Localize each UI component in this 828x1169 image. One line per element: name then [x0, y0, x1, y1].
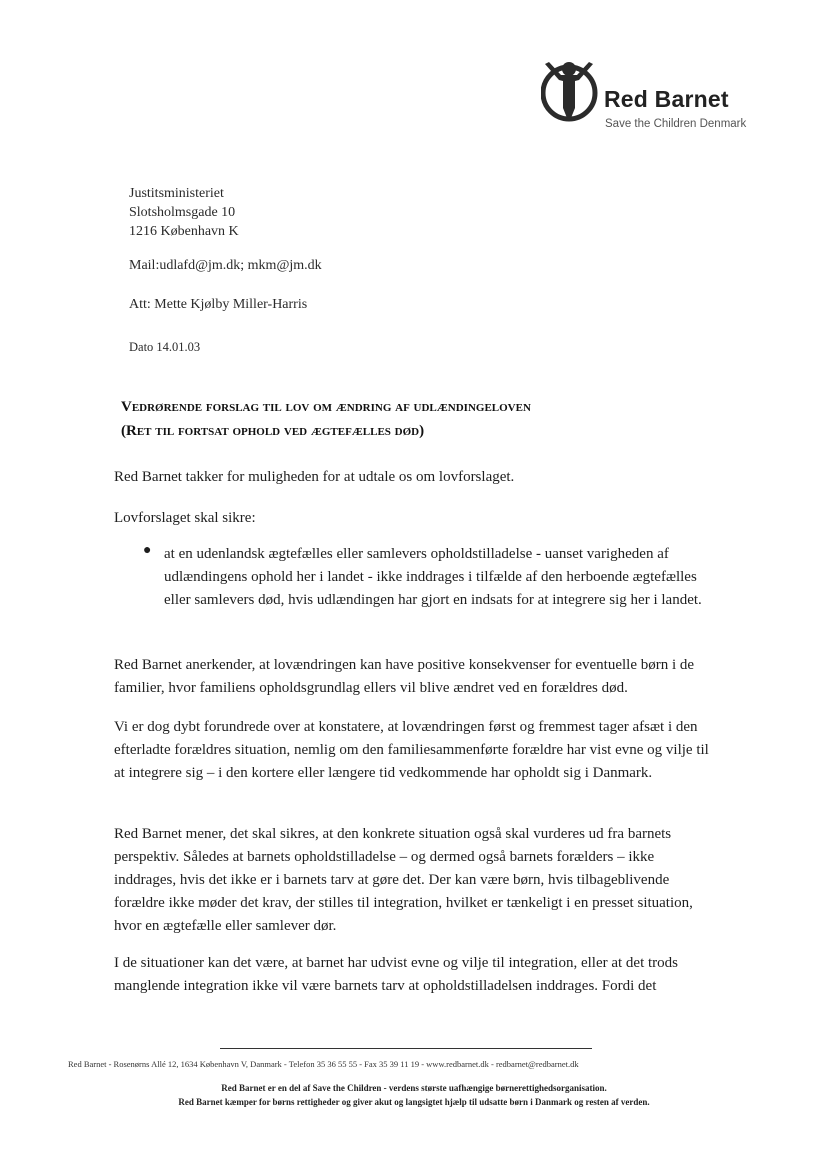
recipient-line: Justitsministeriet — [129, 186, 224, 201]
paragraph-4: I de situationer kan det være, at barnet har udvist evne og vilje til integration, eller at det trods manglende integration ikke vil være barnets tarv at opholdstilladelsen inddrages. Fordi det — [114, 955, 678, 994]
mail-line: Mail:udlafd@jm.dk; mkm@jm.dk — [129, 258, 322, 273]
bullet-text: at en udenlandsk ægtefælles eller samlevers opholdstilladelse - uanset varigheden af udlændingens ophold her i landet - ikke inddrages i tilfælde af den herboende ægtefælles eller samlevers død, hvis udlændingen har gjort en indsats for at integrere sig her i landet. — [164, 546, 702, 608]
footer-line-2: Red Barnet kæmper for børns rettigheder og giver akut og langsigtet hjælp til udsatte børn i Danmark og resten af verden. — [178, 1097, 650, 1107]
lead-paragraph: Lovforslaget skal sikre: — [114, 510, 256, 526]
child-figure-icon — [541, 60, 601, 122]
paragraph-2: Vi er dog dybt forundrede over at konstatere, at lovændringen først og fremmest tager afsæt i den efterladte forældres situation, nemlig om den familiesammenførte forældre har vist evne og vilje til at integrere sig – i den kortere eller længere tid vedkommende har opholdt sig i Danmark. — [114, 719, 709, 781]
paragraph-3: Red Barnet mener, det skal sikres, at den konkrete situation også skal vurderes ud fra barnets perspektiv. Således at barnets opholdstilladelse – og dermed også barnets forælders – ikke inddrages, hvis det ikke er i barnets tarv at gøre det. Der kan være børn, hvis tilbageblivende forældre ikke møder det krav, der stilles til integration, hvilket er tænkeligt i en presset situation, hvor en ægtefælle eller samlever dør. — [114, 826, 693, 934]
red-barnet-logo — [541, 60, 761, 140]
attention-line: Att: Mette Kjølby Miller-Harris — [129, 297, 308, 312]
bullet-dot-icon: ● — [143, 543, 152, 558]
logo-name: Red Barnet — [604, 86, 729, 112]
letter-heading — [121, 395, 531, 443]
footer-address: Red Barnet - Rosenørns Allé 12, 1634 København V, Danmark - Telefon 35 36 55 55 - Fax 35 39 11 19 - www.redbarnet.dk - redbarnet@redbarnet.dk — [68, 1059, 579, 1069]
recipient-line: Slotsholmsgade 10 — [129, 205, 236, 220]
recipient-line: 1216 København K — [129, 224, 239, 239]
heading-line-1: Vedrørende forslag til lov om ændring af udlændingeloven — [121, 399, 531, 415]
paragraph-1: Red Barnet anerkender, at lovændringen kan have positive konsekvenser for eventuelle børn i de familier, hvor familiens opholdsgrundlag ellers vil blive ændret ved en forældres død. — [114, 657, 695, 696]
logo-tagline: Save the Children Denmark — [605, 118, 747, 130]
recipient-address — [129, 184, 239, 241]
date-line: Dato 14.01.03 — [129, 340, 201, 354]
intro-paragraph: Red Barnet takker for muligheden for at udtale os om lovforslaget. — [114, 469, 515, 485]
footer-line-1: Red Barnet er en del af Save the Children - verdens største uafhængige børnerettighedsorganisation. — [221, 1083, 607, 1093]
heading-line-2: (Ret til fortsat ophold ved ægtefælles død) — [121, 423, 425, 439]
footer-divider — [220, 1048, 592, 1049]
